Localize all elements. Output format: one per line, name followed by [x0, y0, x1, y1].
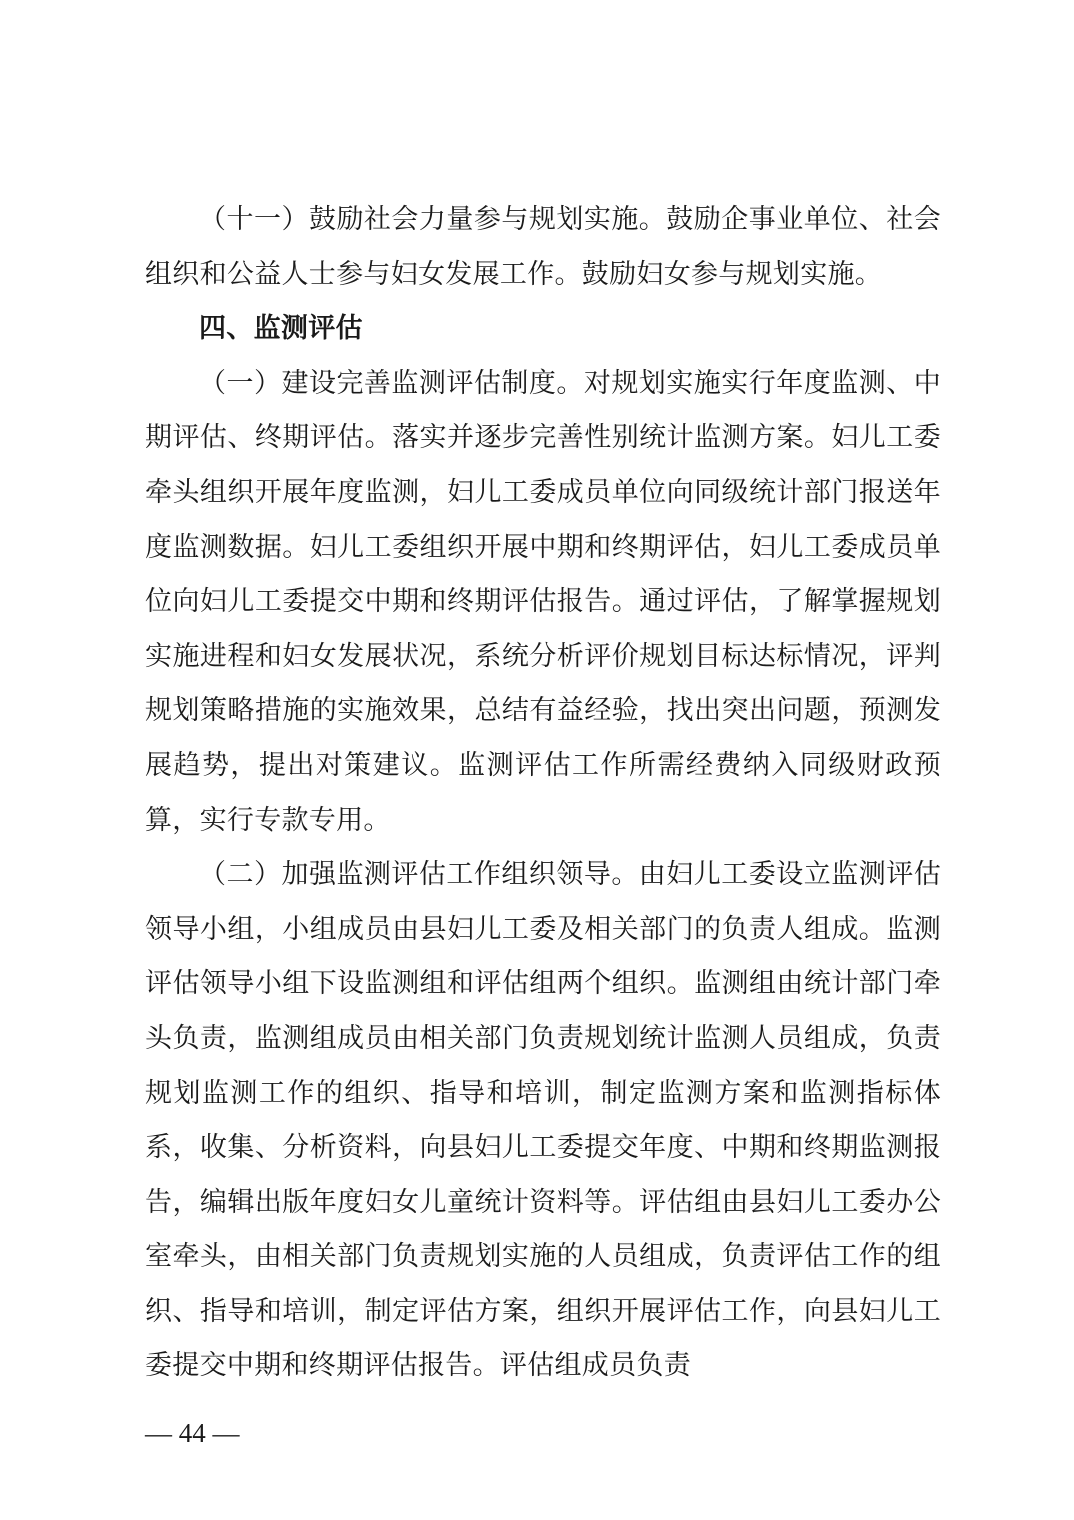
paragraph-monitoring-leadership: （二）加强监测评估工作组织领导。由妇儿工委设立监测评估领导小组，小组成员由县妇儿工委及相关部门的负责人组成。监测评估领导小组下设监测组和评估组两个组织。监测组由统计部门牵头负责，监测组成员由相关部门负责规划统计监测人员组成，负责规划监测工作的组织、指导和培训，制定监测方案和监测指标体系，收集、分析资料，向县妇儿工委提交年度、中期和终期监测报告，编辑出版年度妇女儿童统计资料等。评估组由县妇儿工委办公室牵头，由相关部门负责规划实施的人员组成，负责评估工作的组织、指导和培训，制定评估方案，组织开展评估工作，向县妇儿工委提交中期和终期评估报告。评估组成员负责	[145, 859, 941, 1382]
paragraph-monitoring-system: （一）建设完善监测评估制度。对规划实施实行年度监测、中期评估、终期评估。落实并逐步完善性别统计监测方案。妇儿工委牵头组织开展年度监测，妇儿工委成员单位向同级统计部门报送年度监测数据。妇儿工委组织开展中期和终期评估，妇儿工委成员单位向妇儿工委提交中期和终期评估报告。通过评估，了解掌握规划实施进程和妇女发展状况，系统分析评价规划目标达标情况，评判规划策略措施的实施效果，总结有益经验，找出突出问题，预测发展趋势，提出对策建议。监测评估工作所需经费纳入同级财政预算，实行专款专用。	[145, 367, 941, 836]
page-number: — 44 —	[145, 1418, 240, 1448]
section-heading-monitoring-evaluation: 四、监测评估	[199, 313, 363, 345]
document-body	[145, 193, 941, 1394]
paragraph-encourage-social-forces: （十一）鼓励社会力量参与规划实施。鼓励企事业单位、社会组织和公益人士参与妇女发展工作。鼓励妇女参与规划实施。	[145, 204, 941, 290]
